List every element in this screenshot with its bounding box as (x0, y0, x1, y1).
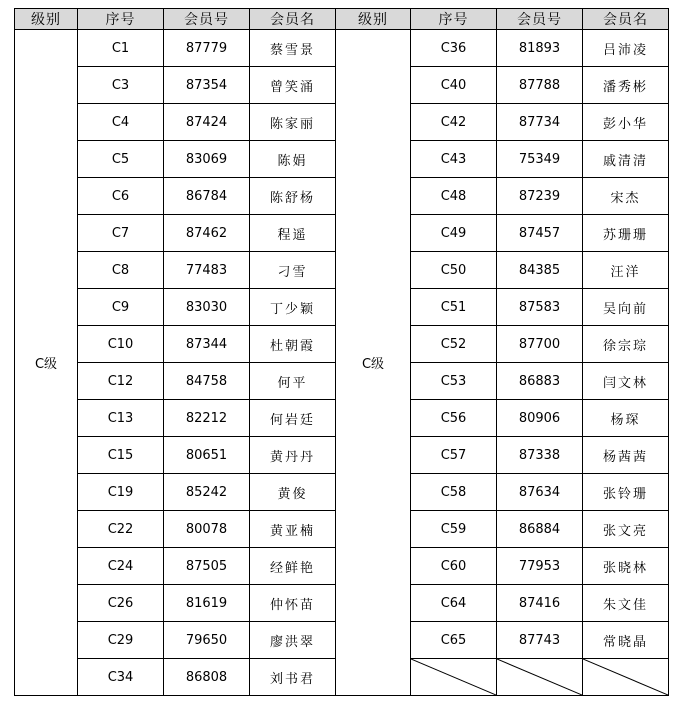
table-row (15, 30, 669, 67)
seq-cell: C52 (411, 326, 497, 363)
member-id-cell: 77483 (164, 252, 250, 289)
member-id-cell: 84758 (164, 363, 250, 400)
header-level-left: 级别 (15, 9, 78, 30)
member-name-cell: 程遥 (250, 215, 336, 252)
member-name-cell: 徐宗琮 (583, 326, 669, 363)
seq-cell: C50 (411, 252, 497, 289)
member-name-cell: 陈家丽 (250, 104, 336, 141)
member-name-cell: 刁雪 (250, 252, 336, 289)
seq-cell: C7 (78, 215, 164, 252)
member-name-cell: 吕沛凌 (583, 30, 669, 67)
member-name-cell: 汪洋 (583, 252, 669, 289)
member-name-cell: 黄俊 (250, 474, 336, 511)
seq-cell: C19 (78, 474, 164, 511)
seq-cell: C58 (411, 474, 497, 511)
member-id-cell: 83030 (164, 289, 250, 326)
empty-member-id-cell (497, 659, 583, 696)
seq-cell: C6 (78, 178, 164, 215)
member-id-cell: 87457 (497, 215, 583, 252)
member-id-cell: 77953 (497, 548, 583, 585)
member-id-cell: 87583 (497, 289, 583, 326)
member-id-cell: 87338 (497, 437, 583, 474)
member-id-cell: 87239 (497, 178, 583, 215)
member-id-cell: 82212 (164, 400, 250, 437)
seq-cell: C56 (411, 400, 497, 437)
seq-cell: C42 (411, 104, 497, 141)
header-row (15, 9, 669, 30)
level-cell-right: C级 (336, 30, 411, 696)
header-member-name-left: 会员名 (250, 9, 336, 30)
empty-seq-cell (411, 659, 497, 696)
member-id-cell: 86883 (497, 363, 583, 400)
seq-cell: C64 (411, 585, 497, 622)
seq-cell: C15 (78, 437, 164, 474)
seq-cell: C59 (411, 511, 497, 548)
member-name-cell: 曾笑涌 (250, 67, 336, 104)
member-id-cell: 75349 (497, 141, 583, 178)
member-table (14, 8, 669, 696)
seq-cell: C43 (411, 141, 497, 178)
member-name-cell: 经鲜艳 (250, 548, 336, 585)
member-id-cell: 87734 (497, 104, 583, 141)
member-id-cell: 86884 (497, 511, 583, 548)
member-name-cell: 陈娟 (250, 141, 336, 178)
member-id-cell: 81619 (164, 585, 250, 622)
seq-cell: C10 (78, 326, 164, 363)
member-name-cell: 陈舒杨 (250, 178, 336, 215)
member-name-cell: 张晓林 (583, 548, 669, 585)
member-name-cell: 常晓晶 (583, 622, 669, 659)
member-id-cell: 87700 (497, 326, 583, 363)
member-id-cell: 87416 (497, 585, 583, 622)
member-name-cell: 刘书君 (250, 659, 336, 696)
member-name-cell: 潘秀彬 (583, 67, 669, 104)
member-id-cell: 87743 (497, 622, 583, 659)
member-name-cell: 张铃珊 (583, 474, 669, 511)
member-name-cell: 仲怀苗 (250, 585, 336, 622)
member-id-cell: 87788 (497, 67, 583, 104)
member-name-cell: 朱文佳 (583, 585, 669, 622)
member-id-cell: 87354 (164, 67, 250, 104)
member-id-cell: 87779 (164, 30, 250, 67)
header-member-id-left: 会员号 (164, 9, 250, 30)
member-name-cell: 闫文林 (583, 363, 669, 400)
member-name-cell: 杨茜茜 (583, 437, 669, 474)
member-id-cell: 87462 (164, 215, 250, 252)
member-name-cell: 苏珊珊 (583, 215, 669, 252)
member-name-cell: 吴向前 (583, 289, 669, 326)
header-seq-right: 序号 (411, 9, 497, 30)
header-member-name-right: 会员名 (583, 9, 669, 30)
member-name-cell: 黄丹丹 (250, 437, 336, 474)
member-id-cell: 80651 (164, 437, 250, 474)
seq-cell: C24 (78, 548, 164, 585)
seq-cell: C5 (78, 141, 164, 178)
seq-cell: C26 (78, 585, 164, 622)
seq-cell: C13 (78, 400, 164, 437)
seq-cell: C3 (78, 67, 164, 104)
member-id-cell: 87634 (497, 474, 583, 511)
member-name-cell: 宋杰 (583, 178, 669, 215)
member-name-cell: 何平 (250, 363, 336, 400)
member-id-cell: 83069 (164, 141, 250, 178)
member-id-cell: 79650 (164, 622, 250, 659)
seq-cell: C60 (411, 548, 497, 585)
member-id-cell: 87505 (164, 548, 250, 585)
seq-cell: C49 (411, 215, 497, 252)
header-seq-left: 序号 (78, 9, 164, 30)
header-member-id-right: 会员号 (497, 9, 583, 30)
seq-cell: C53 (411, 363, 497, 400)
header-level-right: 级别 (336, 9, 411, 30)
member-name-cell: 杜朝霞 (250, 326, 336, 363)
member-name-cell: 杨琛 (583, 400, 669, 437)
member-name-cell: 丁少颖 (250, 289, 336, 326)
member-id-cell: 86784 (164, 178, 250, 215)
member-id-cell: 80906 (497, 400, 583, 437)
seq-cell: C8 (78, 252, 164, 289)
member-id-cell: 87424 (164, 104, 250, 141)
table-body (15, 30, 669, 696)
member-id-cell: 80078 (164, 511, 250, 548)
member-name-cell: 蔡雪景 (250, 30, 336, 67)
member-name-cell: 廖洪翠 (250, 622, 336, 659)
member-id-cell: 87344 (164, 326, 250, 363)
seq-cell: C48 (411, 178, 497, 215)
member-id-cell: 85242 (164, 474, 250, 511)
member-id-cell: 86808 (164, 659, 250, 696)
seq-cell: C34 (78, 659, 164, 696)
member-name-cell: 黄亚楠 (250, 511, 336, 548)
seq-cell: C1 (78, 30, 164, 67)
seq-cell: C9 (78, 289, 164, 326)
seq-cell: C36 (411, 30, 497, 67)
seq-cell: C65 (411, 622, 497, 659)
level-cell-left: C级 (15, 30, 78, 696)
member-id-cell: 84385 (497, 252, 583, 289)
member-name-cell: 张文亮 (583, 511, 669, 548)
empty-member-name-cell (583, 659, 669, 696)
seq-cell: C4 (78, 104, 164, 141)
seq-cell: C22 (78, 511, 164, 548)
member-id-cell: 81893 (497, 30, 583, 67)
seq-cell: C40 (411, 67, 497, 104)
member-name-cell: 何岩廷 (250, 400, 336, 437)
member-name-cell: 彭小华 (583, 104, 669, 141)
seq-cell: C29 (78, 622, 164, 659)
seq-cell: C51 (411, 289, 497, 326)
seq-cell: C12 (78, 363, 164, 400)
member-name-cell: 戚清清 (583, 141, 669, 178)
seq-cell: C57 (411, 437, 497, 474)
